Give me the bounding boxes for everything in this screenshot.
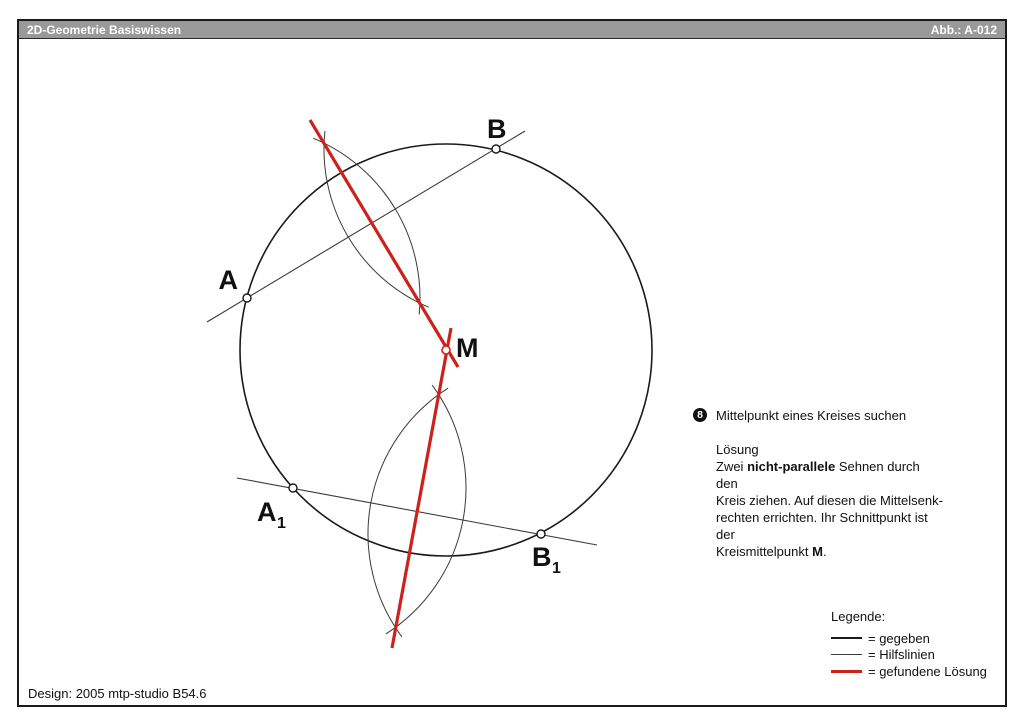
point-a-marker bbox=[243, 294, 251, 302]
point-b-label: B bbox=[487, 114, 507, 144]
legend-label: = gefundene Lösung bbox=[868, 663, 987, 679]
legend-row-helper bbox=[831, 647, 987, 664]
perpendicular-bisector-ab bbox=[310, 120, 458, 367]
point-a-label: A bbox=[218, 265, 238, 295]
sheet-title: 2D-Geometrie Basiswissen bbox=[27, 22, 182, 37]
point-b1-marker bbox=[537, 530, 545, 538]
task-block bbox=[693, 408, 945, 560]
point-b-marker bbox=[492, 145, 500, 153]
solution-text-fragment: Sehnen durch den bbox=[716, 459, 920, 491]
task-number-badge: 8 bbox=[693, 408, 707, 422]
given-line-sample bbox=[831, 637, 862, 639]
point-b1-subscript: 1 bbox=[552, 560, 561, 577]
helper-line-sample bbox=[831, 654, 862, 655]
task-title: Mittelpunkt eines Kreises suchen bbox=[716, 408, 907, 423]
solution-line bbox=[716, 458, 945, 492]
solution-text bbox=[716, 441, 945, 560]
solution-heading: Lösung bbox=[716, 442, 759, 457]
legend-label: = gegeben bbox=[868, 630, 930, 646]
legend-label: = Hilfslinien bbox=[868, 647, 935, 663]
legend-row-solution bbox=[831, 663, 987, 680]
solution-bold-fragment: nicht-parallele bbox=[747, 459, 836, 474]
compass-arc-from-b1 bbox=[368, 388, 448, 637]
perpendicular-bisector-a1b1 bbox=[392, 328, 451, 648]
point-b1-label: B bbox=[532, 542, 552, 572]
solution-text-fragment: . bbox=[822, 544, 827, 559]
point-a1-subscript: 1 bbox=[277, 515, 286, 532]
design-credit: Design: 2005 mtp-studio B54.6 bbox=[28, 686, 207, 701]
point-m-label: M bbox=[456, 333, 479, 363]
solution-text-fragment: Kreismittelpunkt bbox=[716, 544, 813, 559]
point-a1-marker bbox=[289, 484, 297, 492]
compass-arc-from-b bbox=[324, 131, 429, 307]
solution-line bbox=[716, 543, 945, 560]
solution-line-sample bbox=[831, 670, 862, 673]
solution-bold-fragment: M bbox=[812, 544, 823, 559]
solution-line: Kreis ziehen. Auf diesen die Mittelsenk- bbox=[716, 493, 943, 508]
legend bbox=[831, 609, 987, 680]
figure-number-label: Abb.: A-012 bbox=[930, 22, 997, 37]
legend-row-given bbox=[831, 630, 987, 647]
solution-line: rechten errichten. Ihr Schnittpunkt ist der bbox=[716, 510, 928, 542]
solution-text-fragment: Zwei bbox=[716, 459, 748, 474]
legend-title: Legende: bbox=[831, 609, 886, 624]
point-a1-label: A bbox=[257, 497, 277, 527]
task-title-row bbox=[693, 408, 945, 423]
compass-arc-from-a1 bbox=[386, 385, 466, 634]
point-m-marker bbox=[442, 346, 450, 354]
